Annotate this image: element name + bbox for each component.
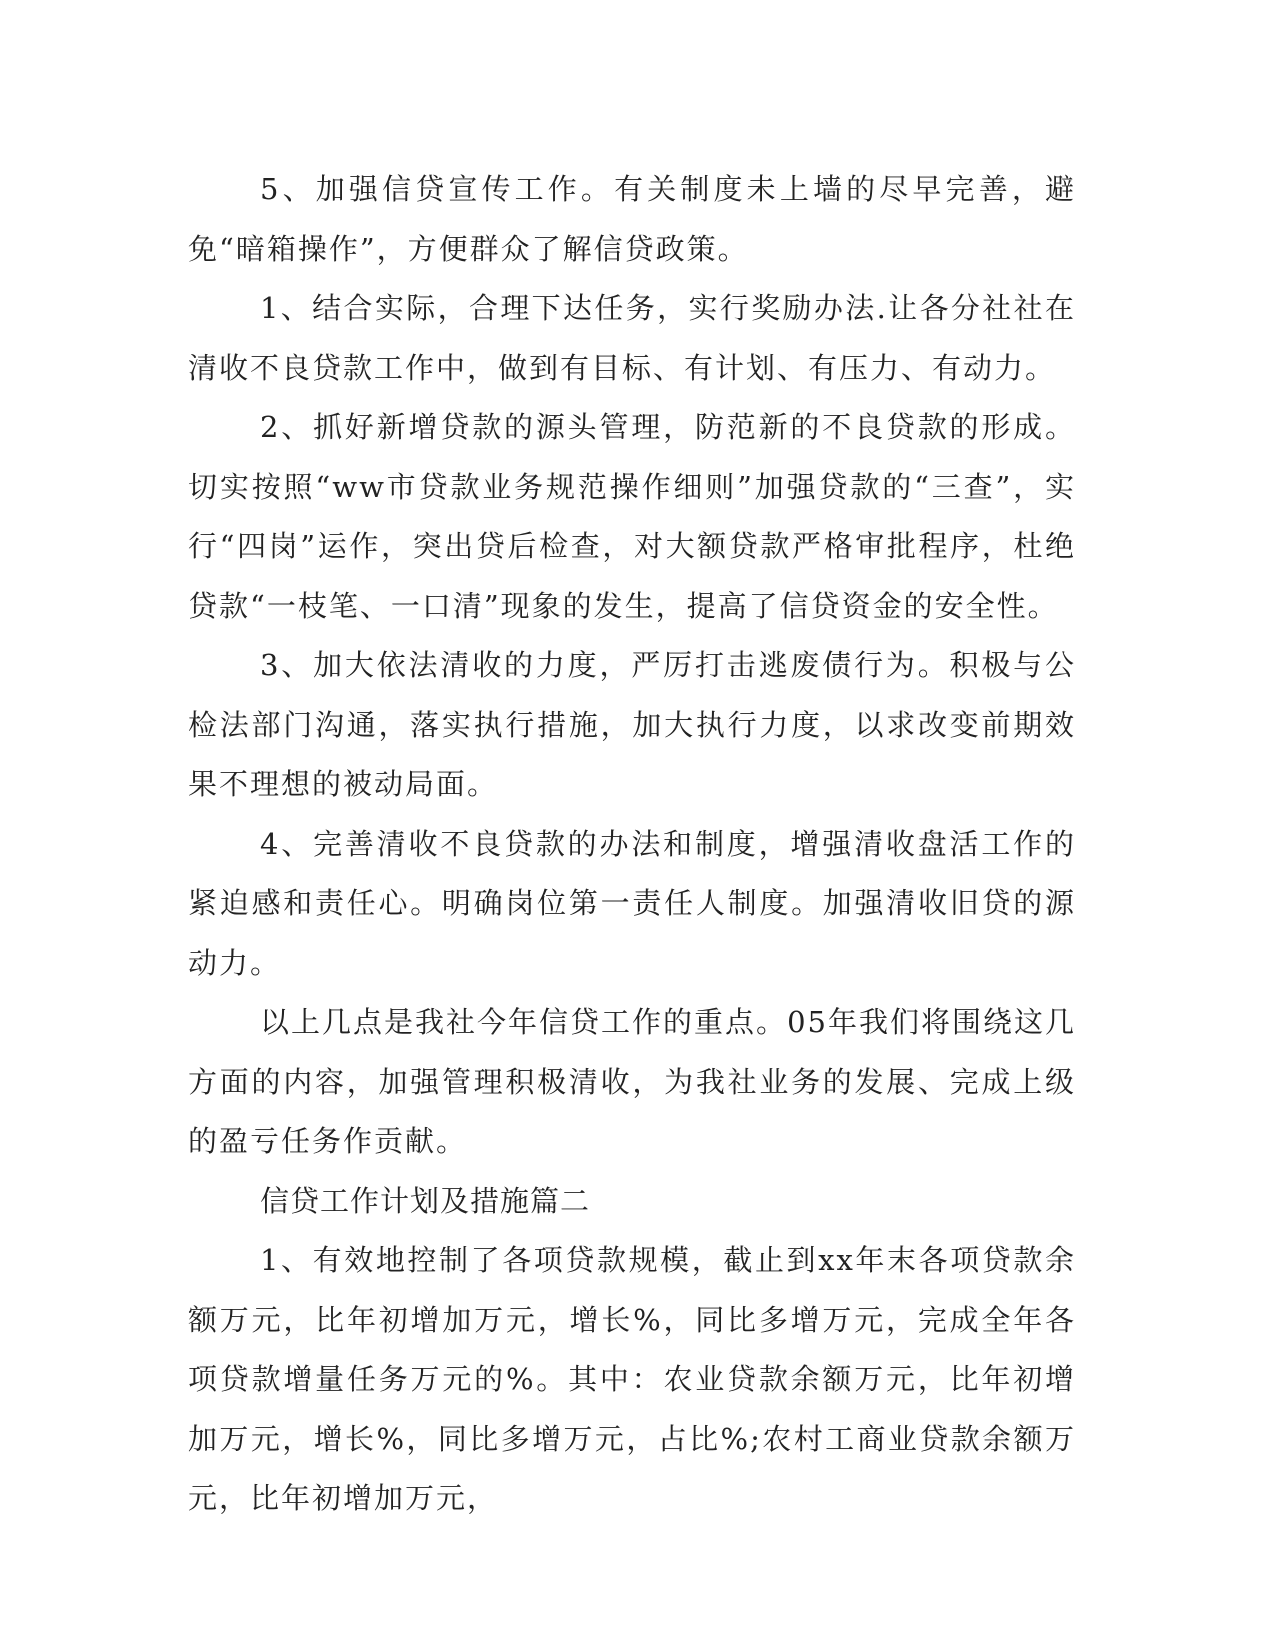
- section-heading: 信贷工作计划及措施篇二: [260, 1183, 591, 1218]
- paragraph-item-4: 4、完善清收不良贷款的办法和制度，增强清收盘活工作的紧迫感和责任心。明确岗位第一责任人制度。加强清收旧贷的源动力。: [188, 826, 1076, 980]
- document-body: [188, 160, 1076, 1529]
- paragraph-item-2: 2、抓好新增贷款的源头管理，防范新的不良贷款的形成。切实按照“ww市贷款业务规范操作细则”加强贷款的“三查”，实行“四岗”运作，突出贷后检查，对大额贷款严格审批程序，杜绝贷款“一枝笔、一口清”现象的发生，提高了信贷资金的安全性。: [188, 410, 1076, 623]
- paragraph-publicity: 5、加强信贷宣传工作。有关制度未上墙的尽早完善，避免“暗箱操作”，方便群众了解信贷政策。: [188, 172, 1076, 266]
- paragraph-summary: 以上几点是我社今年信贷工作的重点。05年我们将围绕这几方面的内容，加强管理积极清收，为我社业务的发展、完成上级的盈亏任务作贡献。: [188, 1005, 1076, 1158]
- paragraph-item-3: 3、加大依法清收的力度，严厉打击逃废债行为。积极与公检法部门沟通，落实执行措施，加大执行力度，以求改变前期效果不理想的被动局面。: [188, 648, 1076, 801]
- paragraph-item-1: 1、结合实际，合理下达任务，实行奖励办法.让各分社社在清收不良贷款工作中，做到有目标、有计划、有压力、有动力。: [188, 291, 1076, 385]
- paragraph-section-item-1: 1、有效地控制了各项贷款规模，截止到xx年末各项贷款余额万元，比年初增加万元，增长%，同比多增万元，完成全年各项贷款增量任务万元的%。其中：农业贷款余额万元，比年初增加万元，增长%，同比多增万元，占比%;农村工商业贷款余额万元，比年初增加万元，: [188, 1243, 1076, 1515]
